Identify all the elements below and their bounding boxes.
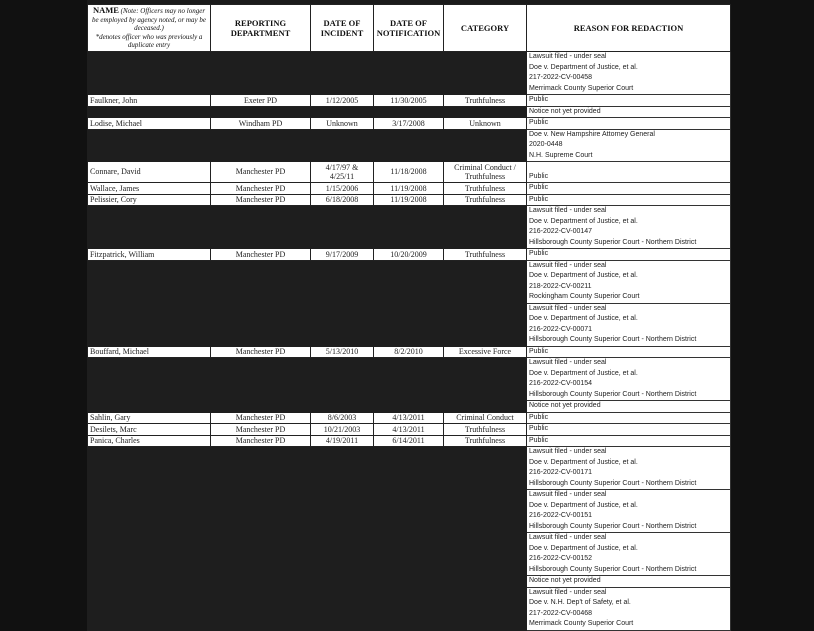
redacted-table-row: [88, 52, 731, 95]
reason-line: Merrimack County Superior Court: [529, 84, 634, 92]
reason-cell: [527, 303, 731, 346]
notification-date-cell: 8/2/2010: [374, 346, 444, 358]
reason-line: 216-2022-CV-00154: [529, 380, 593, 387]
incident-date-cell: 4/19/2011: [311, 435, 374, 447]
reason-line: Hillsborough County Superior Court - Northern District: [529, 336, 697, 343]
category-cell: Criminal Conduct / Truthfulness: [444, 162, 527, 183]
reason-line: Hillsborough County Superior Court - Northern District: [529, 479, 697, 487]
table-row: [88, 118, 731, 130]
redacted-table-row: [88, 129, 731, 162]
reason-cell: [527, 129, 731, 162]
table-row: [88, 412, 731, 424]
reason-line: 217-2022-CV-00468: [529, 609, 593, 617]
reason-line: Doe v. Department of Justice, et al.: [529, 458, 638, 466]
column-header-incident: DATE OF INCIDENT: [311, 5, 374, 52]
column-header-department: REPORTING DEPARTMENT: [211, 5, 311, 52]
table-row: [88, 424, 731, 436]
category-cell: Truthfulness: [444, 249, 527, 261]
category-cell: Criminal Conduct: [444, 412, 527, 424]
redacted-table-row: [88, 401, 731, 413]
reason-cell: [527, 249, 731, 261]
reason-line: Doe v. Department of Justice, et al.: [529, 369, 638, 377]
table-row: [88, 346, 731, 358]
reason-line: Lawsuit filed - under seal: [529, 359, 607, 366]
reason-line: Hillsborough County Superior Court - Northern District: [529, 565, 697, 573]
notification-date-cell: 4/13/2011: [374, 412, 444, 424]
department-cell: Manchester PD: [211, 346, 311, 358]
reason-line: 217-2022-CV-00458: [529, 74, 593, 81]
reason-line: Merrimack County Superior Court: [529, 620, 634, 627]
incident-date-cell: 1/15/2006: [311, 183, 374, 195]
department-cell: Manchester PD: [211, 162, 311, 183]
redacted-table-row: [88, 358, 731, 401]
notification-date-cell: 3/17/2008: [374, 118, 444, 130]
reason-line: Rockingham County Superior Court: [529, 293, 640, 300]
reason-line: Public: [529, 425, 549, 432]
officer-name-cell: Wallace, James: [88, 183, 211, 195]
table-row: [88, 435, 731, 447]
reason-cell: [527, 183, 731, 195]
category-cell: Unknown: [444, 118, 527, 130]
table-row: [88, 162, 731, 183]
incident-date-cell: 5/13/2010: [311, 346, 374, 358]
officer-name-cell: Panica, Charles: [88, 435, 211, 447]
redaction-block: [88, 206, 527, 249]
incident-date-cell: 1/12/2005: [311, 95, 374, 107]
department-cell: Manchester PD: [211, 183, 311, 195]
reason-line: Doe v. Department of Justice, et al.: [529, 63, 638, 71]
reason-cell: [527, 412, 731, 424]
department-cell: Windham PD: [211, 118, 311, 130]
department-cell: Manchester PD: [211, 412, 311, 424]
reason-cell: [527, 447, 731, 490]
notification-date-cell: 11/18/2008: [374, 162, 444, 183]
incident-date-cell: 10/21/2003: [311, 424, 374, 436]
notification-date-cell: 11/19/2008: [374, 183, 444, 195]
redacted-table-row: [88, 587, 731, 630]
department-cell: Exeter PD: [211, 95, 311, 107]
officer-name-cell: Sahlin, Gary: [88, 412, 211, 424]
reason-line: Doe v. Department of Justice, et al.: [529, 217, 638, 225]
reason-line: Doe v. Department of Justice, et al.: [529, 501, 638, 509]
table-header-row: [88, 5, 731, 52]
redacted-table-row: [88, 303, 731, 346]
reason-line: 216-2022-CV-00152: [529, 555, 593, 562]
notification-date-cell: 6/14/2011: [374, 435, 444, 447]
incident-date-cell: 6/18/2008: [311, 194, 374, 206]
department-cell: Manchester PD: [211, 435, 311, 447]
reason-line: Doe v. Department of Justice, et al.: [529, 544, 638, 552]
column-header-reason: REASON FOR REDACTION: [527, 5, 731, 52]
category-cell: Excessive Force: [444, 346, 527, 358]
reason-cell: [527, 435, 731, 447]
column-header-name: NAME (Note: Officers may no longer be employed by agency noted, or may be deceased.) *denotes officer who was previously a duplicate entry: [88, 5, 211, 52]
redaction-block: [88, 260, 527, 303]
reason-line: Lawsuit filed - under seal: [529, 534, 607, 541]
reason-cell: [527, 533, 731, 576]
reason-cell: [527, 401, 731, 413]
reason-cell: [527, 490, 731, 533]
reason-line: Doe v. New Hampshire Attorney General: [529, 130, 655, 138]
reason-line: Lawsuit filed - under seal: [529, 588, 607, 596]
table-row: [88, 95, 731, 107]
redaction-block: [88, 303, 527, 346]
redacted-table-row: [88, 260, 731, 303]
reason-cell: [527, 206, 731, 249]
reason-line: Public: [529, 119, 549, 126]
reason-cell: [527, 576, 731, 588]
redaction-block: [88, 106, 527, 118]
officer-name-cell: Connare, David: [88, 162, 211, 183]
reason-line: Lawsuit filed - under seal: [529, 207, 607, 214]
notification-date-cell: 10/20/2009: [374, 249, 444, 261]
officer-name-cell: Faulkner, John: [88, 95, 211, 107]
incident-date-cell: 4/17/97 & 4/25/11: [311, 162, 374, 183]
reason-line: Lawsuit filed - under seal: [529, 304, 607, 312]
reason-line: Public: [529, 413, 549, 421]
reason-line: Doe v. Department of Justice, et al.: [529, 315, 638, 322]
reason-cell: [527, 118, 731, 130]
reason-cell: [527, 358, 731, 401]
table-row: [88, 194, 731, 206]
reason-line: Hillsborough County Superior Court - Northern District: [529, 522, 697, 530]
reason-line: Doe v. Department of Justice, et al.: [529, 272, 638, 279]
reason-line: Public: [529, 347, 549, 355]
reason-line: Public: [529, 184, 549, 191]
reason-cell: [527, 52, 731, 95]
reason-cell: [527, 95, 731, 107]
notification-date-cell: 4/13/2011: [374, 424, 444, 436]
category-cell: Truthfulness: [444, 183, 527, 195]
reason-cell: [527, 424, 731, 436]
redacted-table-row: [88, 533, 731, 576]
reason-line: 216-2022-CV-00151: [529, 512, 593, 519]
incident-date-cell: 9/17/2009: [311, 249, 374, 261]
reason-line: 216-2022-CV-00171: [529, 469, 593, 476]
officer-name-cell: Pelissier, Cory: [88, 194, 211, 206]
reason-cell: [527, 194, 731, 206]
reason-line: Public: [529, 250, 549, 257]
reason-line: Public: [529, 172, 549, 180]
reason-line: Doe v. N.H. Dep't of Safety, et al.: [529, 599, 631, 606]
table-body: [88, 52, 731, 631]
reason-line: Notice not yet provided: [529, 107, 601, 115]
reason-line: Hillsborough County Superior Court - Northern District: [529, 390, 697, 398]
redacted-table-row: [88, 490, 731, 533]
reason-line: 216-2022-CV-00147: [529, 228, 593, 235]
category-cell: Truthfulness: [444, 95, 527, 107]
category-cell: Truthfulness: [444, 194, 527, 206]
redaction-block: [88, 358, 527, 401]
notification-date-cell: 11/30/2005: [374, 95, 444, 107]
redaction-block: [88, 587, 527, 630]
officer-name-cell: Fitzpatrick, William: [88, 249, 211, 261]
redaction-block: [88, 401, 527, 413]
incident-date-cell: Unknown: [311, 118, 374, 130]
reason-cell: [527, 162, 731, 183]
notification-date-cell: 11/19/2008: [374, 194, 444, 206]
reason-line: 2020-0448: [529, 141, 563, 148]
reason-line: 216-2022-CV-00071: [529, 325, 593, 333]
redaction-block: [88, 447, 527, 490]
reason-line: Lawsuit filed - under seal: [529, 491, 607, 498]
incident-date-cell: 8/6/2003: [311, 412, 374, 424]
category-cell: Truthfulness: [444, 435, 527, 447]
column-header-notification: DATE OF NOTIFICATION: [374, 5, 444, 52]
reason-cell: [527, 587, 731, 630]
redaction-block: [88, 533, 527, 576]
reason-line: N.H. Supreme Court: [529, 151, 593, 159]
reason-line: Lawsuit filed - under seal: [529, 448, 607, 455]
reason-line: Notice not yet provided: [529, 402, 601, 409]
department-cell: Manchester PD: [211, 194, 311, 206]
department-cell: Manchester PD: [211, 249, 311, 261]
redaction-block: [88, 129, 527, 162]
column-header-category: CATEGORY: [444, 5, 527, 52]
department-cell: Manchester PD: [211, 424, 311, 436]
redaction-block: [88, 52, 527, 95]
table-row: [88, 183, 731, 195]
officer-list-table: [87, 4, 731, 631]
reason-line: Hillsborough County Superior Court - Northern District: [529, 238, 697, 246]
reason-line: Notice not yet provided: [529, 577, 601, 584]
reason-line: Public: [529, 436, 549, 444]
reason-line: Lawsuit filed - under seal: [529, 261, 607, 269]
officer-name-cell: Lodise, Michael: [88, 118, 211, 130]
redacted-table-row: [88, 206, 731, 249]
reason-cell: [527, 346, 731, 358]
officer-name-cell: Desilets, Marc: [88, 424, 211, 436]
reason-cell: [527, 260, 731, 303]
reason-line: Public: [529, 96, 549, 103]
reason-line: Lawsuit filed - under seal: [529, 53, 607, 60]
redaction-block: [88, 576, 527, 588]
table-row: [88, 249, 731, 261]
reason-line: Public: [529, 195, 549, 203]
category-cell: Truthfulness: [444, 424, 527, 436]
redacted-table-row: [88, 106, 731, 118]
officer-name-cell: Bouffard, Michael: [88, 346, 211, 358]
redacted-table-row: [88, 447, 731, 490]
redaction-block: [88, 490, 527, 533]
redacted-table-row: [88, 576, 731, 588]
reason-line: 218-2022-CV-00211: [529, 282, 592, 290]
reason-cell: [527, 106, 731, 118]
